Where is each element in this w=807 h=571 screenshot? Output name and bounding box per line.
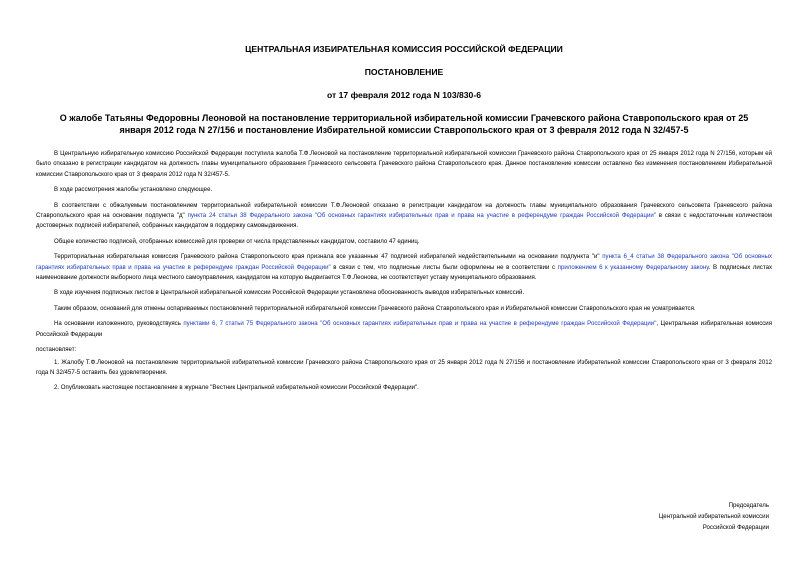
paragraph-signature-count: Общее количество подписей, отобранных комиссией для проверки от числа представленных кандидатом, составило 47 единиц.: [54, 237, 420, 245]
paragraph-refusal: [36, 201, 772, 232]
paragraph-invalid-signatures: [36, 252, 772, 283]
law-link-article-38-p24[interactable]: пункта 24 статьи 38 Федерального закона "Об основных гарантиях избирательных прав и права на участие в референдуме граждан Российской Федерации": [187, 212, 656, 220]
commission-title: ЦЕНТРАЛЬНАЯ ИЗБИРАТЕЛЬНАЯ КОМИССИЯ РОССИЙСКОЙ ФЕДЕРАЦИИ: [245, 44, 563, 54]
paragraph-basis-text-a: На основании изложенного, руководствуясь: [54, 320, 184, 328]
document-subject: О жалобе Татьяны Федоровны Леоновой на постановление территориальной избирательной комиссии Грачевского района Ставропольского края от 25 января 2012 года N 27/156 и постановление Избирательной комиссии Ставропольского края от 3 февраля 2012 года N 32/457-5: [59, 113, 749, 135]
paragraph-conclusion: Таким образом, оснований для отмены оспариваемых постановлений территориальной избирательной комиссии Грачевского района Ставропольского края и Избирательной комиссии Ставропольского края не усматривается.: [54, 304, 696, 312]
paragraph-invalid-text-a: Территориальная избирательная комиссия Грачевского района Ставропольского края признала все указанные 47 подписей избирателей недействительными на основании подпункта "и": [54, 253, 603, 261]
paragraph-refusal-text-a: В соответствии с обжалуемым постановлением территориальной избирательной комиссии Т.Ф.Леоновой отказано в регистрации кандидатом на должность главы муниципального образования Грачевского сельсовета Грачевского района Ставропольского края на основании подпункта "д": [36, 201, 772, 220]
law-link-appendix-6[interactable]: приложением 6 к указанному Федеральному закону: [557, 263, 709, 271]
signature-block: [659, 500, 769, 533]
paragraph-findings: В ходе рассмотрения жалобы установлено следующее.: [54, 186, 213, 194]
paragraph-invalid-text-c: . В подписных листах наименование должности выборного лица местного самоуправления, кандидатом на которую выдвигается Т.Ф.Леонова, не соответствует уставу муниципального образования.: [36, 263, 773, 282]
signature-line-2: Центральной избирательной комиссии: [658, 513, 769, 520]
paragraph-refusal-text-b: в связи с недостаточным количеством достоверных подписей избирателей, собранных кандидатом в поддержку самовыдвижения.: [36, 212, 772, 230]
law-link-article-75[interactable]: пунктами 6, 7 статьи 75 Федерального закона "Об основных гарантиях избирательных прав и права на участие в референдуме граждан Российской Федерации": [183, 320, 657, 328]
paragraph-intro: В Центральную избирательную комиссию Российской Федерации поступила жалоба Т.Ф.Леоновой на постановление территориальной избирательной комиссии Грачевского района Ставропольского края от 25 января 2012 года N 27/156, которым ей было отказано в регистрации кандидатом на должность главы муниципального образования Грачевского сельсовета Грачевского района Ставропольского края. Данное постановление комиссии оставлено без изменения постановлением Избирательной комиссии Ставропольского края от 3 февраля 2012 года N 32/457-5.: [36, 150, 772, 178]
document-type: ПОСТАНОВЛЕНИЕ: [364, 67, 444, 77]
paragraph-basis: [36, 319, 772, 340]
resolution-item-1: 1. Жалобу Т.Ф.Леоновой на постановление территориальной избирательной комиссии Грачевского района Ставропольского края от 25 января 2012 года N 27/156 и постановление Избирательной комиссии Ставропольского края от 3 февраля 2012 года N 32/457-5 оставить без удовлетворения.: [36, 358, 772, 376]
resolution-item-2: 2. Опубликовать настоящее постановление в журнале "Вестник Центральной избирательной комиссии Российской Федерации".: [54, 384, 419, 392]
signature-line-3: Российской Федерации: [702, 524, 769, 531]
document-date-number: от 17 февраля 2012 года N 103/830-6: [327, 90, 481, 100]
law-link-article-38-p6-4[interactable]: пункта 6_4 статьи 38 Федерального закона "Об основных гарантиях избирательных прав и права на участие в референдуме граждан Российской Федерации": [36, 253, 772, 271]
paragraph-basis-text-b: , Центральная избирательная комиссия Российской Федерации: [36, 320, 773, 338]
paragraph-invalid-text-b: в связи с тем, что подписные листы были оформлены не в соответствии с: [330, 263, 558, 271]
document-page: [36, 44, 772, 394]
paragraph-review: В ходе изучения подписных листов в Центральной избирательной комиссии Российской Федерации установлена обоснованность выводов избирательных комиссий.: [54, 289, 525, 297]
signature-line-1: Председатель: [728, 502, 769, 509]
paragraph-resolves: постановляет:: [36, 346, 77, 354]
